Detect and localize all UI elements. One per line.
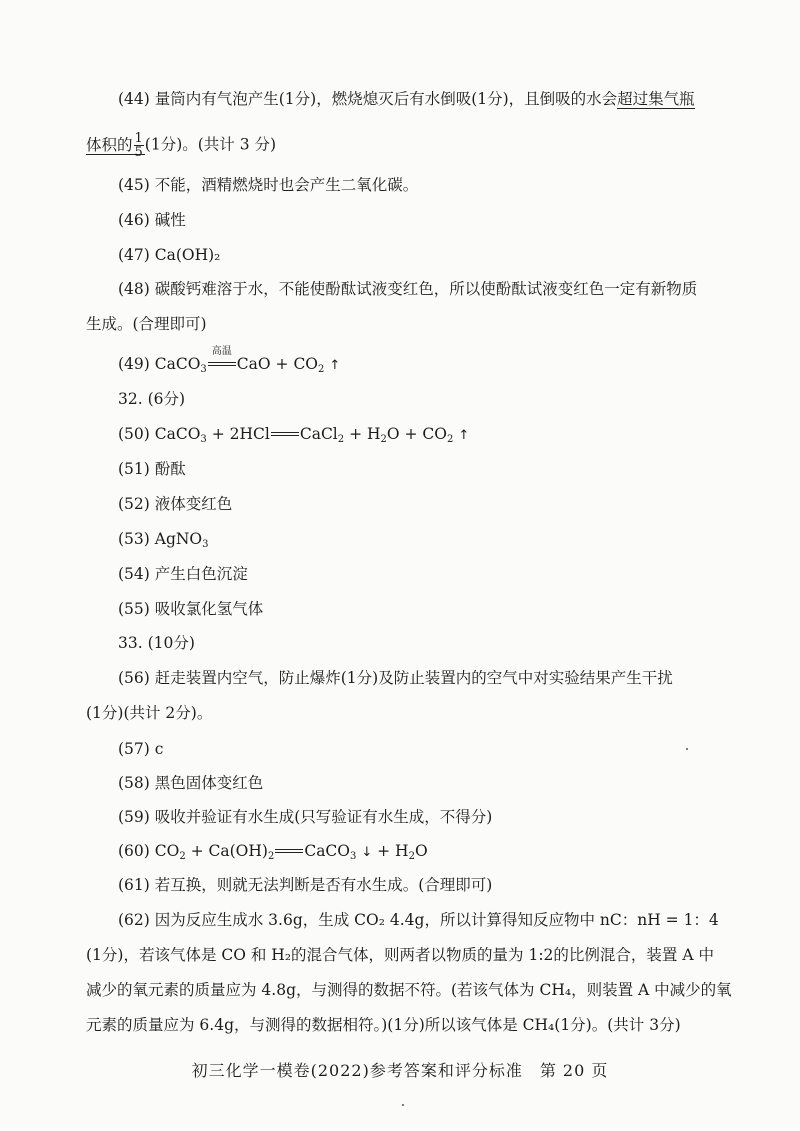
scan-speck xyxy=(686,748,688,750)
answer-55: (55) 吸收氯化氢气体 xyxy=(118,600,264,618)
answer-54: (54) 产生白色沉淀 xyxy=(118,565,248,583)
answer-49-equation: (49) CaCO$_3$ 高温 CaO + $CO_2$ ↑ xyxy=(118,346,341,375)
answer-53: (53) AgNO$_3$ xyxy=(118,530,209,550)
answer-62-line4: 元素的质量应为 6.4g，与测得的数据相符。)(1分)所以该气体是 CH₄(1分)。(共计 3分) xyxy=(86,1016,681,1034)
fraction-one-fifth: $\frac{1}{5}$ xyxy=(134,131,143,160)
answer-48: (48) 碳酸钙难溶于水，不能使酚酞试液变红色，所以使酚酞试液变红色一定有新物质 xyxy=(118,280,698,298)
section-33-heading: 33. (10分) xyxy=(118,634,195,652)
answer-62: (62) 因为反应生成水 3.6g，生成 CO₂ 4.4g，所以计算得知反应物中 nC：nH = 1：4 xyxy=(118,911,719,929)
underlined-phrase: 体积的 $\frac{1}{5}$ xyxy=(86,131,143,160)
answer-44-cont: 体积的 $\frac{1}{5}$ (1分)。(共计 3 分) xyxy=(86,131,277,160)
underlined-phrase: 超过集气瓶 xyxy=(617,90,695,108)
gas-arrow-icon: ↑ xyxy=(458,428,470,443)
equals-sign xyxy=(271,430,299,440)
answer-47: (47) Ca(OH)₂ xyxy=(118,246,221,264)
reaction-condition: 高温 xyxy=(211,346,232,357)
precipitate-arrow-icon: ↓ xyxy=(361,845,373,860)
answer-56: (56) 赶走装置内空气，防止爆炸(1分)及防止装置内的空气中对实验结果产生干扰 xyxy=(118,669,673,687)
answer-45: (45) 不能，酒精燃烧时也会产生二氧化碳。 xyxy=(118,176,419,194)
page-footer: 初三化学一模卷(2022)参考答案和评分标准 第 20 页 xyxy=(191,1061,609,1080)
answer-60-equation: (60) $CO_2 + Ca(OH)_2$ CaCO$_3$ ↓ + $H_2O$ xyxy=(118,842,428,862)
answer-48-cont: 生成。(合理即可) xyxy=(86,315,207,333)
answer-57: (57) c xyxy=(118,740,164,758)
gas-arrow-icon: ↑ xyxy=(329,358,341,373)
answer-50-equation: (50) CaCO$_3$ + 2HCl CaCl$_2$ + $H_2O + CO_2$ ↑ xyxy=(118,425,470,445)
scan-speck xyxy=(402,1104,404,1106)
answer-61: (61) 若互换，则就无法判断是否有水生成。(合理即可) xyxy=(118,876,493,894)
answer-51: (51) 酚酞 xyxy=(118,460,186,478)
answer-56-cont: (1分)(共计 2分)。 xyxy=(86,704,213,722)
answer-52: (52) 液体变红色 xyxy=(118,495,233,513)
answer-44: (44) 量筒内有气泡产生(1分)，燃烧熄灭后有水倒吸(1分)，且倒吸的水会超过集气瓶 xyxy=(118,90,695,108)
equals-sign xyxy=(275,847,303,857)
answer-62-line3: 减少的氧元素的质量应为 4.8g，与测得的数据不符。(若该气体为 CH₄，则装置 A 中减少的氧 xyxy=(86,981,732,999)
equals-sign xyxy=(208,346,236,370)
answer-59: (59) 吸收并验证有水生成(只写验证有水生成，不得分) xyxy=(118,808,493,826)
answer-58: (58) 黑色固体变红色 xyxy=(118,774,264,792)
answer-46: (46) 碱性 xyxy=(118,211,186,229)
section-32-heading: 32. (6分) xyxy=(118,390,186,408)
answer-62-line2: (1分)，若该气体是 CO 和 H₂的混合气体，则两者以物质的量为 1:2的比例混合，装置 A 中 xyxy=(86,946,714,964)
